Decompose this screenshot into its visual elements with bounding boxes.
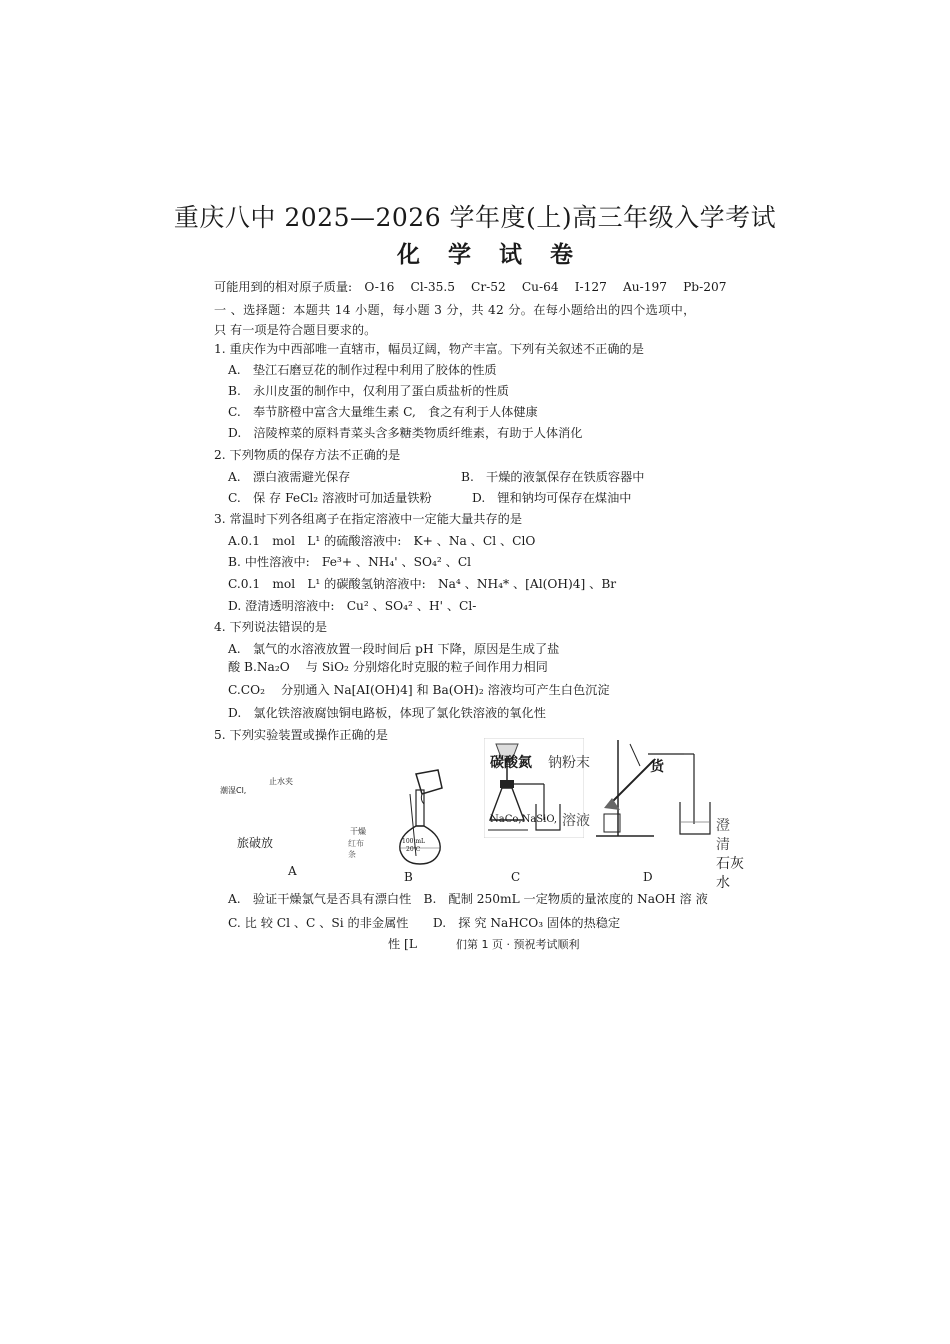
figA-bottom-label: 旅破放: [237, 836, 274, 850]
q3-stem: 3. 常温时下列各组离子在指定溶液中一定能大量共存的是: [214, 512, 523, 526]
section-instructions-1: 一 、选择题：本题共 14 小题，每小题 3 分，共 42 分。在每小题给出的四个选项中，: [214, 303, 696, 317]
figB-flask-temp: 20℃: [406, 846, 421, 853]
figA-wet-chlorine-label: 潮湿Cl,: [220, 786, 247, 795]
q4-option-a: A. 氯气的水溶液放置一段时间后 pH 下降，原因是生成了盐: [228, 642, 560, 656]
atomic-masses: 可能用到的相对原子质量: O-16 Cl-35.5 Cr-52 Cu-64 I-127 Au-197 Pb-207: [214, 280, 727, 294]
q1-option-b: B. 永川皮蛋的制作中，仅利用了蛋白质盐析的性质: [228, 384, 509, 398]
page-title: 重庆八中 2025—2026 学年度(上)高三年级入学考试: [173, 203, 777, 232]
q4-option-d: D. 氯化铁溶液腐蚀铜电路板，体现了氯化铁溶液的氧化性: [228, 706, 546, 720]
q1-option-d: D. 涪陵榨菜的原料青菜头含多糖类物质纤维素，有助于人体消化: [228, 426, 583, 440]
figD-limewater-label-3: 石灰: [716, 856, 744, 872]
figB-volumetric-flask-diagram: [392, 766, 472, 866]
figA-dry-label-3: 条: [348, 850, 356, 859]
q1-option-a: A. 垫江石磨豆花的制作过程中利用了胶体的性质: [228, 363, 497, 377]
q5-stem: 5. 下列实验装置或操作正确的是: [214, 728, 388, 742]
figB-flask-volume: 100 mL: [402, 838, 426, 845]
q4-option-b: 酸 B.Na₂O 与 SiO₂ 分别熔化时克服的粒子间作用力相同: [228, 660, 548, 674]
figC-reagent-label-2: 钠粉末: [548, 755, 590, 771]
figD-limewater-label-4: 水: [716, 875, 730, 891]
q2-option-b: B. 干燥的液氯保存在铁质容器中: [461, 470, 645, 484]
q3-option-a: A.0.1 mol L¹ 的硫酸溶液中: K+ 、Na 、Cl 、ClO: [228, 534, 536, 548]
figD-limewater-label-1: 澄: [716, 818, 730, 834]
figD-label: D: [643, 870, 653, 884]
figC-solution-label-2: 溶液: [562, 813, 590, 829]
q3-option-c: C.0.1 mol L¹ 的碳酸氢钠溶液中: Na⁴ 、NH₄* 、[Al(OH)4] 、Br: [228, 577, 617, 591]
page-footer: 们第 1 页 · 预祝考试顺利: [456, 938, 580, 951]
figC-label: C: [511, 870, 521, 884]
figA-dry-label-1: 干燥: [350, 827, 366, 836]
q2-option-a: A. 漂白液需避光保存: [228, 470, 351, 484]
figA-dry-label-2: 红布: [348, 839, 364, 848]
figC-solution-label: NaCo,NaSiO,: [490, 814, 558, 825]
figD-top-label: 货: [650, 759, 664, 775]
q3-option-b: B. 中性溶液中: Fe³+ 、NH₄' 、SO₄² 、Cl: [228, 555, 472, 569]
q5-option-d-continued: 性 [L: [388, 937, 417, 951]
q5-option-c-d: C. 比 较 Cl 、C 、Si 的非金属性 D. 探 究 NaHCO₃ 固体的热稳定: [228, 916, 621, 930]
q2-option-d: D. 锂和钠均可保存在煤油中: [472, 491, 632, 505]
q3-option-d: D. 澄清透明溶液中: Cu² 、SO₄² 、H' 、Cl-: [228, 599, 477, 613]
figD-limewater-label-2: 清: [716, 837, 730, 853]
q2-stem: 2. 下列物质的保存方法不正确的是: [214, 448, 401, 462]
q2-option-c: C. 保 存 FeCl₂ 溶液时可加适量铁粉: [228, 491, 432, 505]
q1-stem: 1. 重庆作为中西部唯一直辖市，幅员辽阔，物产丰富。下列有关叙述不正确的是: [214, 342, 644, 356]
figD-heating-apparatus-diagram: [590, 736, 716, 842]
q4-option-c: C.CO₂ 分别通入 Na[AI(OH)4] 和 Ba(OH)₂ 溶液均可产生白色沉淀: [228, 683, 610, 697]
figA-clamp-label: 止水夹: [269, 777, 293, 786]
q4-stem: 4. 下列说法错误的是: [214, 620, 328, 634]
paper-subtitle: 化 学 试 卷: [396, 241, 584, 268]
figC-reagent-label: 碳酸氮: [490, 755, 532, 771]
figA-label: A: [288, 864, 297, 878]
figB-label: B: [404, 870, 413, 884]
q5-option-a-b: A. 验证干燥氯气是否具有漂白性 B. 配制 250mL 一定物质的量浓度的 NaOH 溶 液: [228, 892, 708, 906]
section-instructions-2: 只 有一项是符合题目要求的。: [214, 323, 377, 337]
q1-option-c: C. 奉节脐橙中富含大量维生素 C, 食之有利于人体健康: [228, 405, 538, 419]
